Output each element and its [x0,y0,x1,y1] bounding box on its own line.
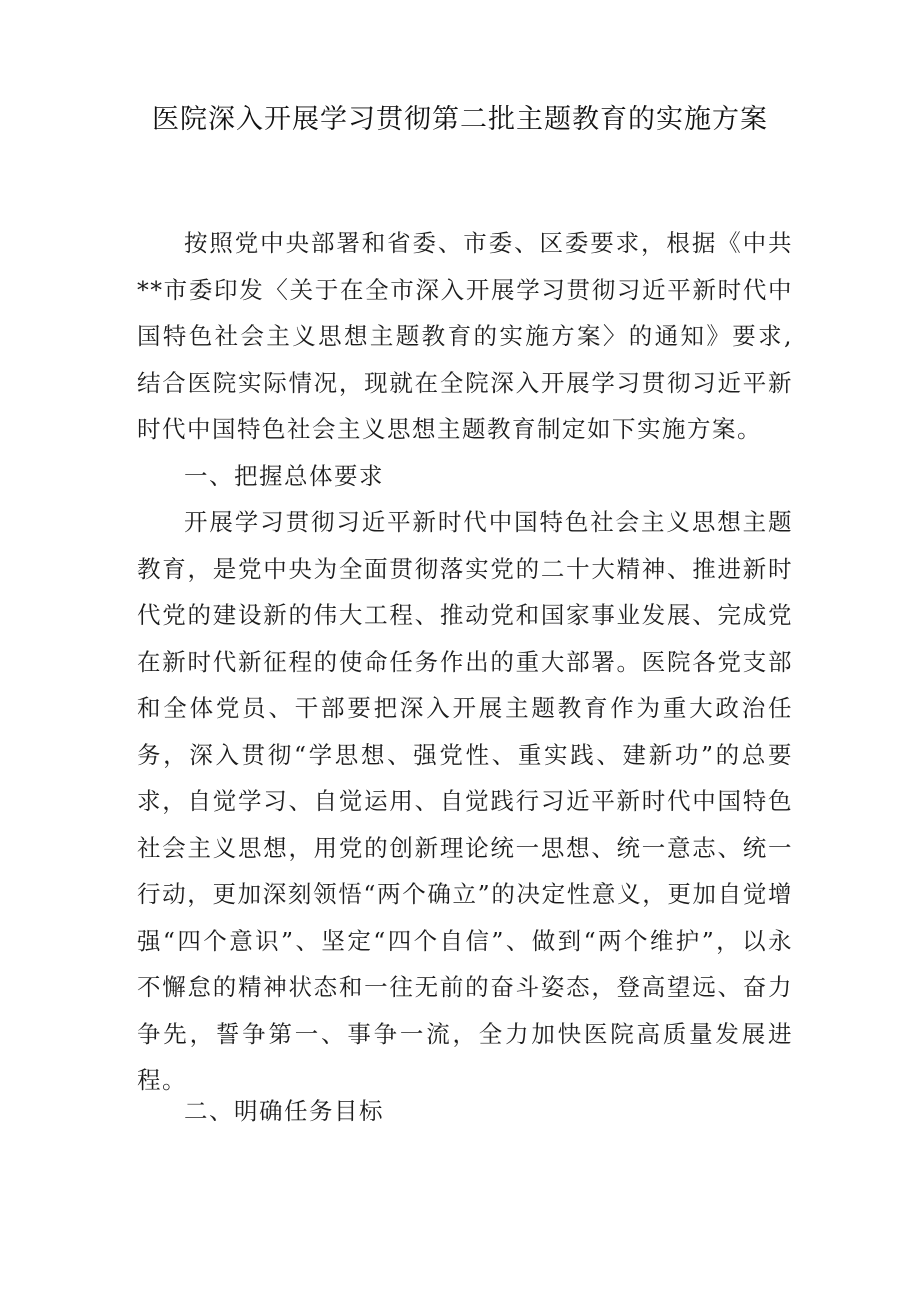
section-1-paragraph: 开展学习贯彻习近平新时代中国特色社会主义思想主题教育，是党中央为全面贯彻落实党的二十大精神、推进新时代党的建设新的伟大工程、推动党和国家事业发展、完成党在新时代新征程的使命任务作出的重大部署。医院各党支部和全体党员、干部要把深入开展主题教育作为重大政治任务，深入贯彻“学思想、强党性、重实践、建新功”的总要求，自觉学习、自觉运用、自觉践行习近平新时代中国特色社会主义思想，用党的创新理论统一思想、统一意志、统一行动，更加深刻领悟“两个确立”的决定性意义，更加自觉增强“四个意识”、坚定“四个自信”、做到“两个维护”，以永不懈怠的精神状态和一往无前的奋斗姿态，登高望远、奋力争先，誓争第一、事争一流，全力加快医院高质量发展进程。 [137,508,793,1094]
section-heading-2: 二、明确任务目标 [184,1097,384,1125]
section-heading-1: 一、把握总体要求 [184,461,384,490]
document-body-continued [137,1088,793,1135]
document-title: 医院深入开展学习贯彻第二批主题教育的实施方案 [152,104,768,135]
document-body [137,220,793,1104]
intro-paragraph: 按照党中央部署和省委、市委、区委要求，根据《中共**市委印发〈关于在全市深入开展学习贯彻习近平新时代中国特色社会主义思想主题教育的实施方案〉的通知》要求,结合医院实际情况，现就在全院深入开展学习贯彻习近平新时代中国特色社会主义思想主题教育制定如下实施方案。 [137,229,793,443]
